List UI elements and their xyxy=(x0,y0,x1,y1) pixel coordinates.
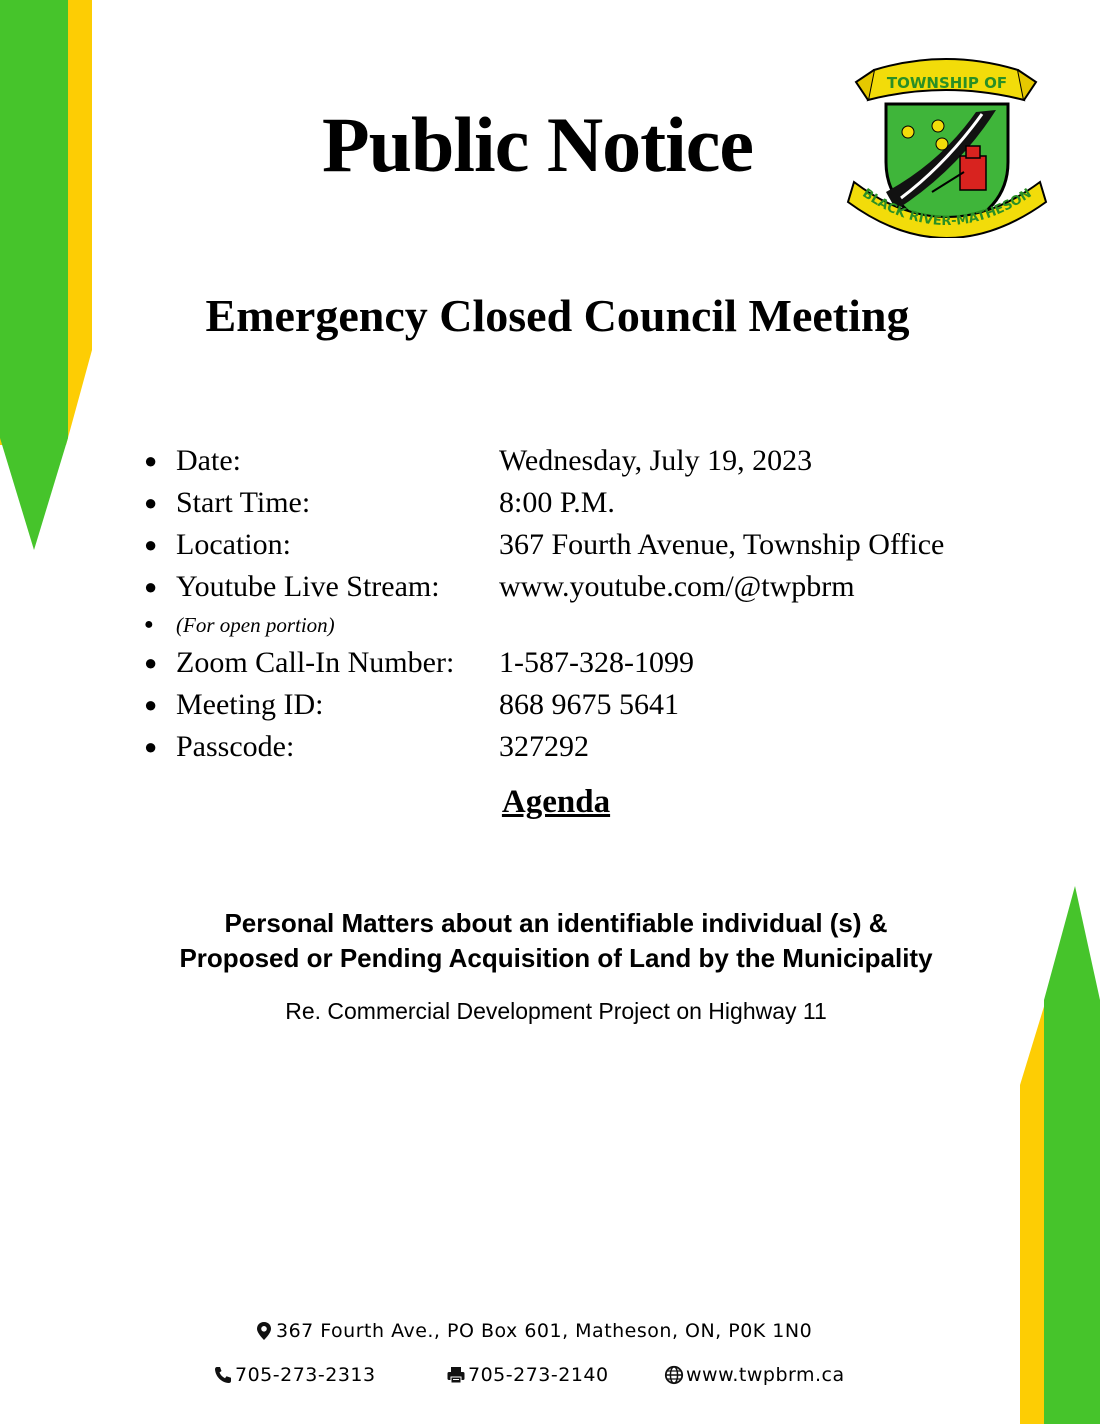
bullet-icon: ● xyxy=(144,532,158,557)
detail-label: (For open portion) xyxy=(176,613,335,637)
agenda-matters-line-1: Personal Matters about an identifiable individual (s) & xyxy=(224,908,888,938)
youtube-link[interactable]: www.youtube.com/@twpbrm xyxy=(499,570,855,603)
bullet-icon: ● xyxy=(144,650,158,675)
meeting-title: Emergency Closed Council Meeting xyxy=(205,290,910,341)
bullet-icon: ● xyxy=(144,734,158,759)
logo-top-text: TOWNSHIP OF xyxy=(886,74,1008,92)
footer-fax xyxy=(446,1364,609,1386)
detail-value: 327292 xyxy=(499,730,589,763)
detail-label: Start Time: xyxy=(176,486,311,519)
agenda-heading: Agenda xyxy=(501,784,611,820)
footer-website xyxy=(664,1364,845,1386)
agenda-re-line: Re. Commercial Development Project on Highway 11 xyxy=(285,998,827,1024)
footer-phone-text: 705-273-2313 xyxy=(235,1364,376,1386)
township-crest-logo xyxy=(846,52,1048,238)
detail-label: Date: xyxy=(176,444,241,477)
bullet-icon: ● xyxy=(144,692,158,717)
fax-icon xyxy=(446,1365,466,1385)
detail-value: 1-587-328-1099 xyxy=(499,646,694,679)
detail-label: Passcode: xyxy=(176,730,295,763)
left-green-stripe xyxy=(0,0,68,550)
footer-website-link[interactable]: www.twpbrm.ca xyxy=(686,1364,845,1386)
detail-label: Youtube Live Stream: xyxy=(176,570,440,603)
detail-value: 868 9675 5641 xyxy=(499,688,679,721)
phone-icon xyxy=(213,1365,233,1385)
detail-value: Wednesday, July 19, 2023 xyxy=(499,444,813,477)
right-yellow-stripe xyxy=(1020,1000,1046,1424)
detail-value: 8:00 P.M. xyxy=(499,486,615,519)
page-title: Public Notice xyxy=(321,101,754,188)
location-pin-icon xyxy=(254,1321,274,1341)
bullet-icon: ● xyxy=(144,448,158,473)
footer-address-text: 367 Fourth Ave., PO Box 601, Matheson, ON, P0K 1N0 xyxy=(276,1320,813,1342)
footer-fax-text: 705-273-2140 xyxy=(468,1364,609,1386)
detail-label: Zoom Call-In Number: xyxy=(176,646,455,679)
footer-phone xyxy=(213,1364,376,1386)
detail-label: Location: xyxy=(176,528,291,561)
agenda-matters xyxy=(0,906,1100,976)
detail-value: 367 Fourth Avenue, Township Office xyxy=(499,528,945,561)
bullet-icon: ● xyxy=(144,574,158,599)
bullet-icon: ● xyxy=(144,616,154,633)
agenda-matters-line-2: Proposed or Pending Acquisition of Land by the Municipality xyxy=(179,943,933,973)
detail-label: Meeting ID: xyxy=(176,688,324,721)
bullet-icon: ● xyxy=(144,490,158,515)
globe-icon xyxy=(664,1365,684,1385)
logo-bottom-text: BLACK RIVER-MATHESON xyxy=(859,186,1035,230)
footer-address xyxy=(254,1320,812,1342)
